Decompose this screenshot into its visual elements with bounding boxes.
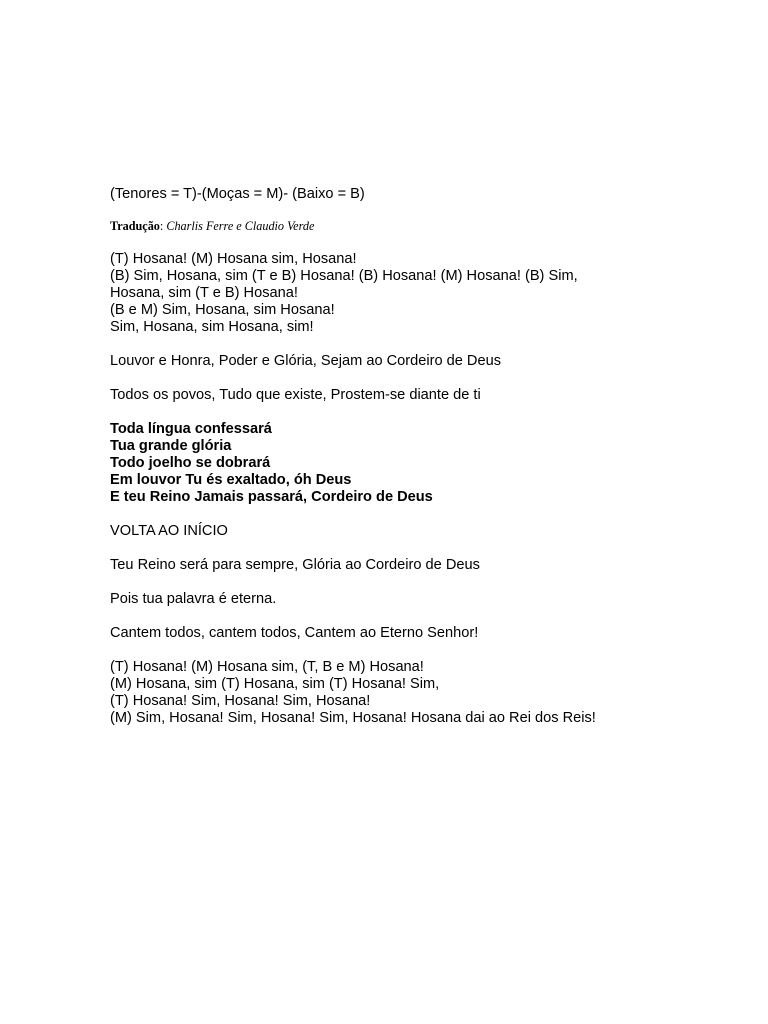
final-verse-line: (T) Hosana! Sim, Hosana! Sim, Hosana!	[110, 693, 371, 709]
chorus-line: Toda língua confessará	[110, 421, 272, 437]
intro-verse-block	[110, 251, 750, 336]
palavra-line-block	[110, 591, 750, 608]
lyrics-page	[110, 186, 750, 727]
povos-line-block	[110, 387, 750, 404]
palavra-line: Pois tua palavra é eterna.	[110, 591, 277, 607]
translator-names: Charlis Ferre e Claudio Verde	[166, 219, 315, 233]
translation-separator: :	[159, 219, 167, 233]
intro-verse-line: Sim, Hosana, sim Hosana, sim!	[110, 319, 314, 335]
translation-credit	[110, 218, 750, 235]
intro-verse-line: (B) Sim, Hosana, sim (T e B) Hosana! (B) Hosana! (M) Hosana! (B) Sim,	[110, 268, 578, 284]
intro-verse-line: (T) Hosana! (M) Hosana sim, Hosana!	[110, 251, 357, 267]
cantem-line-block	[110, 625, 750, 642]
final-verse-line: (M) Sim, Hosana! Sim, Hosana! Sim, Hosana! Hosana dai ao Rei dos Reis!	[110, 710, 596, 726]
volta-ao-inicio: VOLTA AO INÍCIO	[110, 523, 228, 539]
intro-verse-line: Hosana, sim (T e B) Hosana!	[110, 285, 298, 301]
chorus-block	[110, 421, 750, 506]
chorus-line: Em louvor Tu és exaltado, óh Deus	[110, 472, 352, 488]
chorus-line: Tua grande glória	[110, 438, 232, 454]
final-verse-line: (M) Hosana, sim (T) Hosana, sim (T) Hosana! Sim,	[110, 676, 440, 692]
reino-line-block	[110, 557, 750, 574]
povos-line: Todos os povos, Tudo que existe, Prostem-se diante de ti	[110, 387, 481, 403]
chorus-line: Todo joelho se dobrará	[110, 455, 271, 471]
voice-legend	[110, 186, 750, 203]
reino-line: Teu Reino será para sempre, Glória ao Cordeiro de Deus	[110, 557, 480, 573]
intro-verse-line: (B e M) Sim, Hosana, sim Hosana!	[110, 302, 335, 318]
louvor-line: Louvor e Honra, Poder e Glória, Sejam ao Cordeiro de Deus	[110, 353, 501, 369]
voice-legend-text: (Tenores = T)-(Moças = M)- (Baixo = B)	[110, 186, 365, 202]
final-verse-block	[110, 659, 750, 727]
chorus-line: E teu Reino Jamais passará, Cordeiro de Deus	[110, 489, 433, 505]
cantem-line: Cantem todos, cantem todos, Cantem ao Eterno Senhor!	[110, 625, 479, 641]
volta-block	[110, 523, 750, 540]
final-verse-line: (T) Hosana! (M) Hosana sim, (T, B e M) Hosana!	[110, 659, 424, 675]
louvor-line-block	[110, 353, 750, 370]
translation-label: Tradução	[110, 219, 160, 233]
